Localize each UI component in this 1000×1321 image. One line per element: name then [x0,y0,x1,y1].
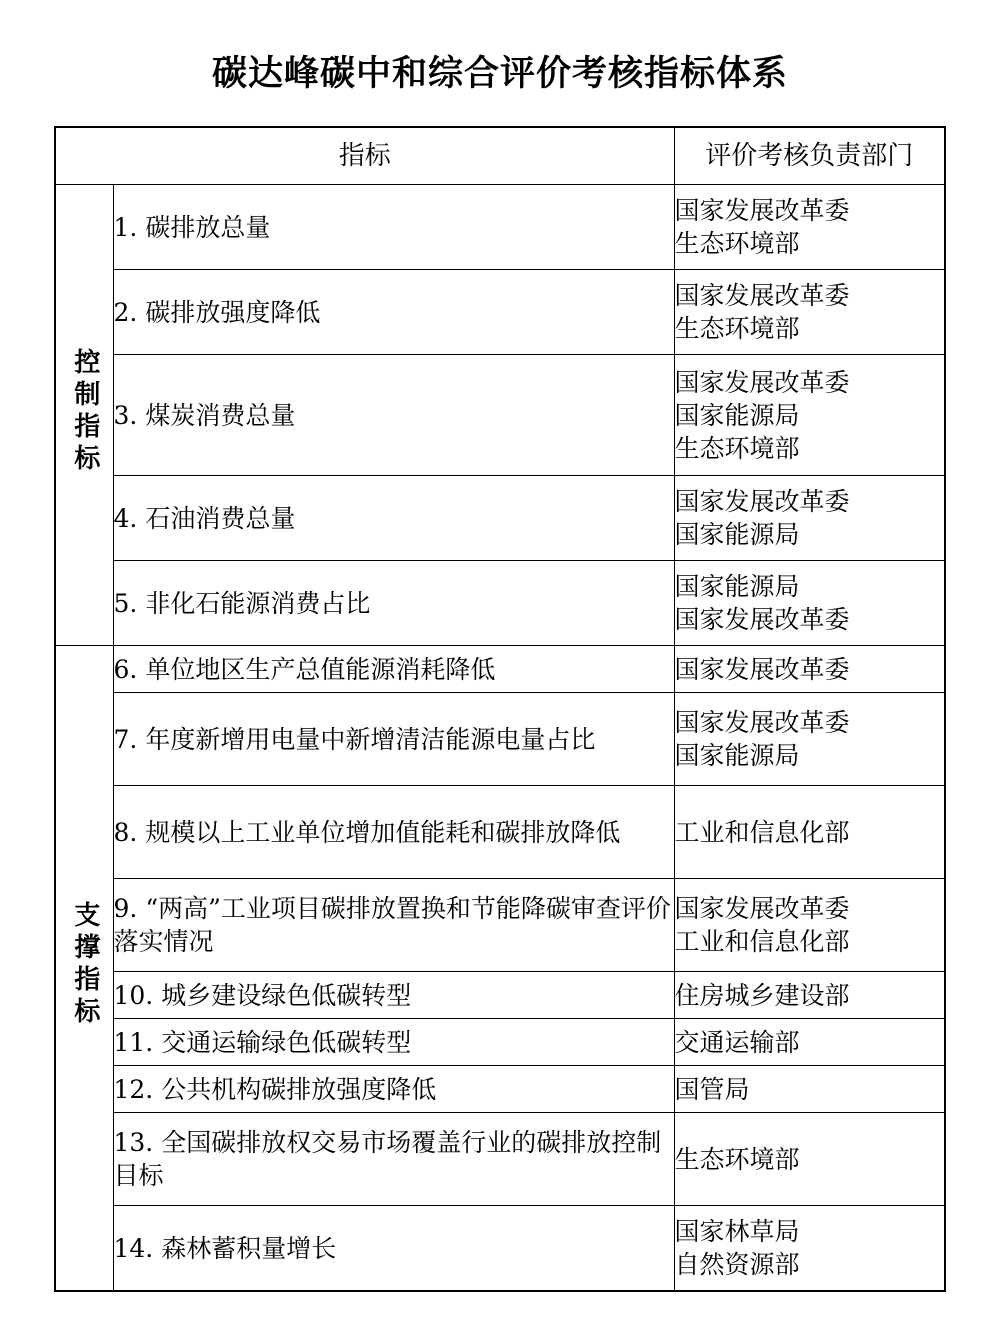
department-cell: 国家发展改革委 生态环境部 [674,185,945,270]
indicator-cell [113,879,674,972]
department-cell: 国家林草局 自然资源部 [674,1206,945,1292]
indicator-text: 非化石能源消费占比 [145,588,371,618]
indicator-number: 2. [113,297,138,327]
indicator-cell [113,561,674,646]
table-row [55,476,945,561]
department-cell: 生态环境部 [674,1113,945,1206]
indicator-cell [113,185,674,270]
indicator-number: 6. [113,654,138,684]
indicator-number: 13. [113,1128,154,1157]
indicator-text: 规模以上工业单位增加值能耗和碳排放降低 [145,817,621,847]
department-cell: 交通运输部 [674,1019,945,1066]
indicator-number: 4. [113,503,138,533]
table-row [55,646,945,693]
indicator-number: 3. [113,400,138,430]
indicator-cell [113,693,674,786]
indicator-number: 14. [113,1233,154,1263]
table-row [55,355,945,476]
indicator-number: 12. [113,1074,154,1104]
table-row [55,1113,945,1206]
indicator-text: 森林蓄积量增长 [161,1233,337,1263]
indicator-number: 8. [113,817,138,847]
indicator-text: 煤炭消费总量 [145,400,296,430]
indicator-text: 城乡建设绿色低碳转型 [161,980,412,1010]
table-row [55,1066,945,1113]
indicator-number: 5. [113,588,138,618]
indicator-text: 全国碳排放权交易市场覆盖行业的碳排放控制目标 [113,1128,662,1190]
indicator-text: 公共机构碳排放强度降低 [161,1074,437,1104]
indicator-number: 7. [113,724,138,754]
indicator-number: 9. [113,894,138,923]
indicator-cell [113,1066,674,1113]
document-page [0,46,1000,1321]
table-row [55,1206,945,1292]
indicator-table-container [54,126,946,1292]
indicator-text: 碳排放强度降低 [145,297,321,327]
department-cell: 国家发展改革委 国家能源局 [674,476,945,561]
indicator-cell [113,270,674,355]
department-cell: 国家发展改革委 国家能源局 [674,693,945,786]
table-row [55,693,945,786]
department-cell: 工业和信息化部 [674,786,945,879]
indicator-number: 11. [113,1027,154,1057]
indicator-cell [113,786,674,879]
indicator-cell [113,1019,674,1066]
department-cell: 住房城乡建设部 [674,972,945,1019]
indicator-text: “两高”工业项目碳排放置换和节能降碳审查评价落实情况 [113,894,671,956]
department-cell: 国管局 [674,1066,945,1113]
department-cell: 国家发展改革委 国家能源局 生态环境部 [674,355,945,476]
page-title: 碳达峰碳中和综合评价考核指标体系 [211,53,788,94]
department-cell: 国家发展改革委 生态环境部 [674,270,945,355]
group-label-support: 支撑指标 [55,646,113,1292]
indicator-cell [113,646,674,693]
table-row [55,561,945,646]
department-cell: 国家发展改革委 工业和信息化部 [674,879,945,972]
header-index: 指标 [55,127,674,185]
department-cell: 国家发展改革委 [674,646,945,693]
indicator-cell [113,476,674,561]
table-row [55,879,945,972]
department-cell: 国家能源局 国家发展改革委 [674,561,945,646]
indicator-text: 交通运输绿色低碳转型 [161,1027,412,1057]
indicator-cell [113,1113,674,1206]
table-row [55,185,945,270]
table-row [55,786,945,879]
indicator-cell [113,355,674,476]
header-department: 评价考核负责部门 [674,127,945,185]
table-row [55,270,945,355]
indicator-number: 1. [113,212,138,242]
indicator-number: 10. [113,980,154,1010]
indicator-text: 单位地区生产总值能源消耗降低 [145,654,496,684]
indicator-text: 年度新增用电量中新增清洁能源电量占比 [145,724,596,754]
indicator-table [54,126,946,1292]
table-row [55,972,945,1019]
table-row [55,1019,945,1066]
indicator-cell [113,1206,674,1292]
table-header-row [55,127,945,185]
group-label-control: 控制指标 [55,185,113,646]
indicator-text: 碳排放总量 [145,212,271,242]
indicator-cell [113,972,674,1019]
indicator-text: 石油消费总量 [145,503,296,533]
